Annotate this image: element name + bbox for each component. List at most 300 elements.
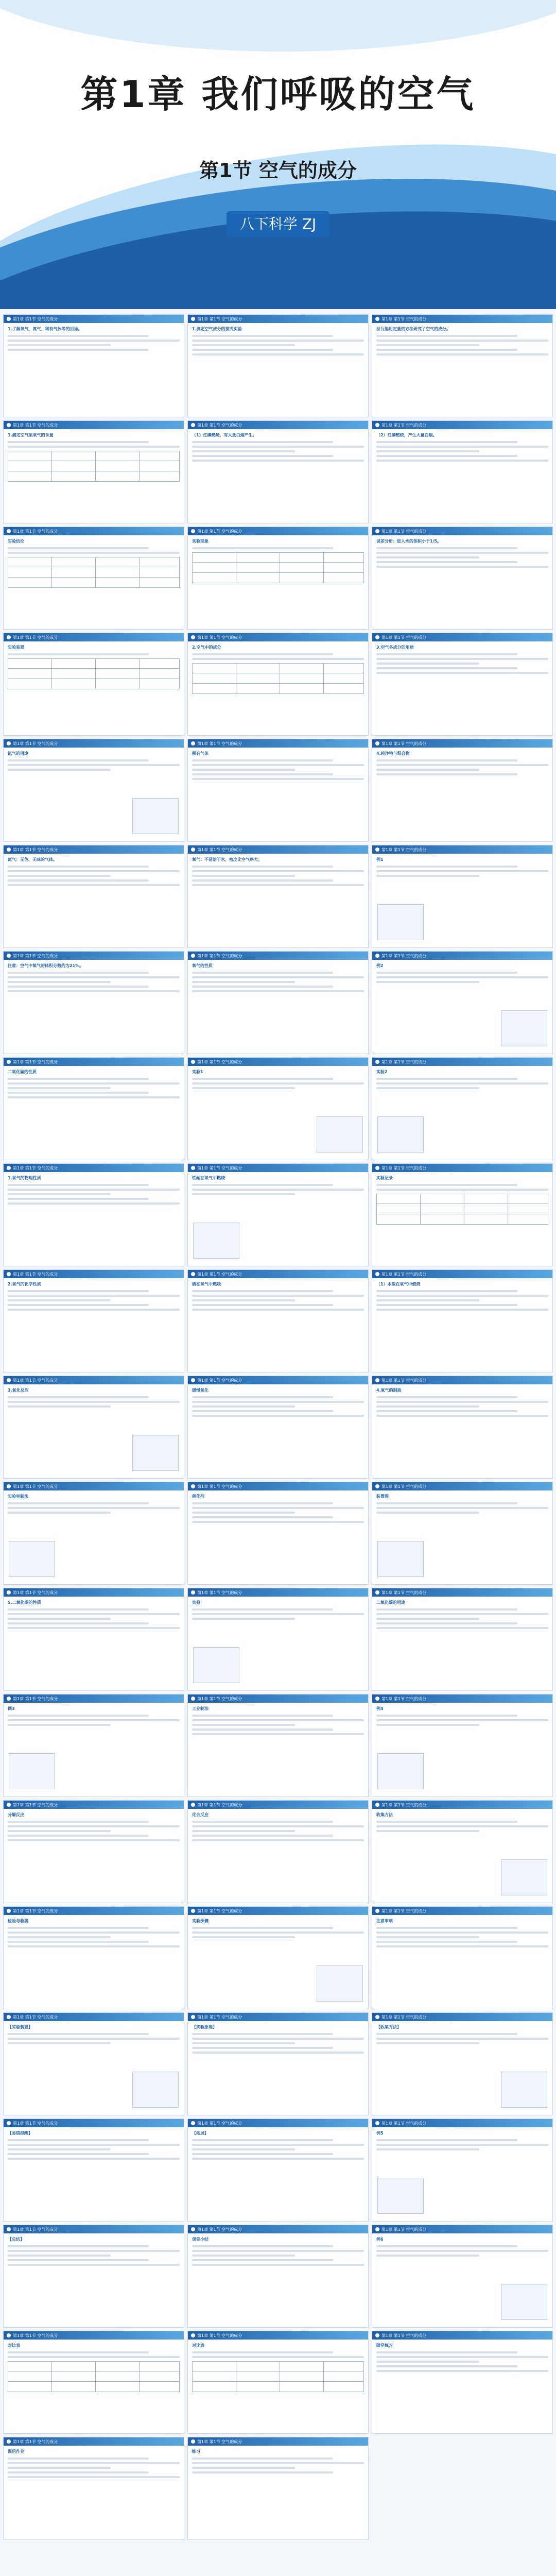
slide-body [372, 2127, 552, 2156]
slide-body [4, 1809, 184, 1847]
text-line-placeholder [192, 879, 333, 882]
slide-header-text: 第1章 第1节 空气的成分 [381, 1059, 427, 1064]
text-line-placeholder [376, 2356, 548, 2358]
text-line-placeholder [8, 349, 149, 351]
slide-body [4, 2233, 184, 2272]
text-line-placeholder [376, 1821, 517, 1823]
text-line-placeholder [8, 2462, 180, 2464]
text-line-placeholder [8, 1613, 180, 1615]
slide-thumbnail [187, 1800, 369, 1903]
text-line-placeholder [8, 764, 180, 766]
text-line-placeholder [192, 986, 333, 988]
header-dot-icon [191, 1909, 195, 1913]
slide-lead-text: 例2 [376, 963, 384, 968]
text-line-placeholder [376, 1927, 517, 1929]
text-line-placeholder [376, 2370, 548, 2372]
text-line-placeholder [376, 2148, 479, 2150]
text-line-placeholder [8, 1202, 180, 1205]
text-line-placeholder [8, 1193, 111, 1195]
text-line-placeholder [8, 2467, 111, 2469]
slide-body [4, 2127, 184, 2165]
text-line-placeholder [8, 884, 180, 886]
slide-lead-text: 1.测定空气里氧气的含量 [8, 433, 54, 437]
text-line-placeholder [8, 1719, 180, 1721]
slide-lead-text: 例4 [376, 1706, 384, 1711]
text-line-placeholder [8, 1198, 149, 1200]
text-line-placeholder [376, 1825, 548, 1827]
slide-thumbnail [3, 2225, 184, 2328]
slide-body [188, 1278, 368, 1316]
text-line-placeholder [376, 976, 548, 978]
text-line-placeholder [8, 875, 111, 877]
header-dot-icon [375, 317, 379, 321]
text-line-placeholder [8, 335, 149, 337]
slide-header-bar [4, 2331, 184, 2340]
slide-header-bar [372, 1588, 552, 1597]
slide-thumbnail [187, 2012, 369, 2115]
slide-thumbnail [187, 1163, 369, 1266]
text-line-placeholder [8, 1945, 180, 1947]
slide-header-text: 第1章 第1节 空气的成分 [381, 2333, 427, 2338]
text-line-placeholder [192, 2264, 364, 2266]
slide-thumbnail [3, 2437, 184, 2540]
slide-header-bar [372, 1801, 552, 1809]
cover-subtitle: 第1节 空气的成分 [199, 159, 357, 182]
text-line-placeholder [8, 653, 149, 655]
header-dot-icon [7, 2227, 11, 2231]
slide-lead-text: 3.空气各成分的用途 [376, 645, 414, 650]
slide-grid [3, 314, 553, 2540]
slide-header-bar [188, 633, 368, 641]
slide-header-bar [188, 2331, 368, 2340]
slide-body [372, 2233, 552, 2262]
slide-thumbnail [372, 1163, 553, 1266]
text-line-placeholder [192, 2255, 295, 2257]
text-line-placeholder [192, 1295, 364, 1297]
slide-lead-text: 实验室制法 [8, 1494, 28, 1499]
text-line-placeholder [376, 353, 548, 355]
slide-body [4, 1384, 184, 1413]
slide-lead-text: 例1 [376, 857, 384, 862]
slide-body [188, 2021, 368, 2059]
text-line-placeholder [376, 875, 479, 877]
text-line-placeholder [376, 1936, 479, 1938]
text-line-placeholder [8, 879, 149, 882]
text-line-placeholder [8, 1608, 149, 1611]
header-dot-icon [7, 317, 11, 321]
slide-lead-text: （2）红磷燃烧，产生大量白烟。 [376, 433, 437, 437]
slide-lead-text: 【拓展】 [192, 2131, 208, 2136]
header-dot-icon [7, 954, 11, 958]
text-line-placeholder [376, 1401, 548, 1403]
text-line-placeholder [192, 773, 333, 775]
text-line-placeholder [376, 2033, 517, 2035]
slide-body [188, 1066, 368, 1095]
slide-table [8, 2361, 180, 2392]
slide-body [188, 960, 368, 998]
slide-header-bar [188, 2437, 368, 2446]
slide-figure [377, 2178, 424, 2214]
slide-thumbnail [187, 1482, 369, 1585]
header-dot-icon [7, 2121, 11, 2125]
header-dot-icon [375, 423, 379, 427]
header-dot-icon [191, 848, 195, 852]
slide-lead-text: 缓慢氧化 [192, 1388, 208, 1393]
slide-lead-text: 2.氧气的化学性质 [8, 1282, 41, 1286]
text-line-placeholder [8, 866, 149, 868]
slide-lead-text: 误差分析：进入水的体积小于1/5。 [376, 539, 442, 544]
slide-header-text: 第1章 第1节 空气的成分 [381, 1484, 427, 1489]
slide-header-text: 第1章 第1节 空气的成分 [197, 316, 242, 321]
slide-thumbnail [187, 2331, 369, 2434]
slide-header-text: 第1章 第1节 空气的成分 [381, 2014, 427, 2020]
slide-body [4, 2340, 184, 2395]
slide-header-bar [188, 1270, 368, 1278]
slide-header-bar [4, 633, 184, 641]
slide-header-bar [372, 845, 552, 854]
header-dot-icon [375, 1272, 379, 1276]
text-line-placeholder [376, 1299, 479, 1301]
text-line-placeholder [192, 2467, 295, 2469]
text-line-placeholder [376, 1830, 479, 1832]
slide-header-bar [188, 1376, 368, 1384]
slide-body [4, 535, 184, 591]
slide-thumbnail [187, 1588, 369, 1691]
header-dot-icon [191, 317, 195, 321]
slide-body [4, 960, 184, 998]
cover-badge: 八下科学 ZJ [227, 211, 329, 237]
slide-header-text: 第1章 第1节 空气的成分 [381, 529, 427, 534]
slide-figure [317, 1116, 363, 1153]
slide-header-text: 第1章 第1节 空气的成分 [197, 1272, 242, 1277]
text-line-placeholder [376, 349, 517, 351]
slide-header-bar [372, 421, 552, 429]
text-line-placeholder [192, 446, 364, 448]
text-line-placeholder [192, 335, 333, 337]
text-line-placeholder [376, 2038, 548, 2040]
slide-body [188, 1809, 368, 1847]
text-line-placeholder [376, 552, 548, 554]
text-line-placeholder [8, 1401, 180, 1403]
text-line-placeholder [8, 2351, 149, 2353]
slide-lead-text: 铁丝在氧气中燃烧 [192, 1176, 225, 1180]
slide-header-text: 第1章 第1节 空气的成分 [13, 1696, 58, 1701]
text-line-placeholder [192, 1082, 364, 1084]
text-line-placeholder [376, 1309, 548, 1311]
slide-header-bar [188, 421, 368, 429]
slide-header-bar [4, 1801, 184, 1809]
slide-lead-text: 3.氧化反应 [8, 1388, 29, 1393]
text-line-placeholder [192, 547, 333, 549]
text-line-placeholder [8, 1290, 149, 1292]
text-line-placeholder [8, 2259, 149, 2261]
slide-header-bar [188, 1058, 368, 1066]
slide-thumbnail [3, 1482, 184, 1585]
slide-thumbnail [372, 739, 553, 842]
text-line-placeholder [192, 2038, 364, 2040]
slide-body [4, 1703, 184, 1732]
text-line-placeholder [192, 2153, 333, 2155]
slide-thumbnail [372, 2119, 553, 2222]
header-dot-icon [375, 2121, 379, 2125]
text-line-placeholder [376, 2250, 548, 2252]
slide-thumbnail [3, 1376, 184, 1479]
text-line-placeholder [192, 450, 295, 452]
text-line-placeholder [8, 1936, 111, 1938]
text-line-placeholder [8, 1295, 180, 1297]
slide-header-bar [372, 315, 552, 323]
slide-lead-text: 硫在氧气中燃烧 [192, 1282, 221, 1286]
slide-thumbnail [187, 2437, 369, 2540]
text-line-placeholder [192, 349, 333, 351]
text-line-placeholder [376, 1410, 517, 1412]
slide-header-bar [372, 1058, 552, 1066]
text-line-placeholder [192, 976, 364, 978]
slide-body [4, 748, 184, 776]
slide-header-bar [372, 1164, 552, 1172]
slide-thumbnail [3, 1906, 184, 2009]
slide-figure [501, 1010, 547, 1046]
slide-lead-text: 【实验原理】 [192, 2025, 217, 2029]
slide-thumbnail [187, 1057, 369, 1160]
header-dot-icon [7, 1378, 11, 1382]
slide-body [372, 1490, 552, 1519]
slide-body [4, 1278, 184, 1316]
header-dot-icon [375, 529, 379, 533]
slide-header-bar [4, 845, 184, 854]
header-dot-icon [375, 635, 379, 639]
text-line-placeholder [8, 2245, 149, 2247]
slide-lead-text: 氧气的性质 [192, 963, 213, 968]
slide-figure [377, 1753, 424, 1789]
header-dot-icon [191, 1590, 195, 1595]
header-dot-icon [191, 1166, 195, 1170]
slide-body [372, 1809, 552, 1838]
text-line-placeholder [376, 1304, 517, 1306]
text-line-placeholder [8, 1724, 111, 1726]
slide-thumbnail [372, 1588, 553, 1691]
text-line-placeholder [192, 1410, 333, 1412]
slide-thumbnail [3, 951, 184, 1054]
header-dot-icon [191, 423, 195, 427]
text-line-placeholder [376, 653, 517, 655]
slide-header-text: 第1章 第1节 空气的成分 [13, 1802, 58, 1807]
slide-figure [9, 1753, 55, 1789]
slide-lead-text: 1.氧气的物理性质 [8, 1176, 41, 1180]
slide-header-bar [188, 952, 368, 960]
text-line-placeholder [192, 1299, 295, 1301]
slide-thumbnail [372, 2012, 553, 2115]
slide-body [188, 1915, 368, 1944]
text-line-placeholder [8, 2264, 180, 2266]
text-line-placeholder [192, 990, 364, 992]
text-line-placeholder [8, 1096, 180, 1098]
slide-thumbnail [372, 314, 553, 417]
text-line-placeholder [376, 1295, 548, 1297]
slide-header-text: 第1章 第1节 空气的成分 [197, 1908, 242, 1913]
header-dot-icon [375, 741, 379, 745]
text-line-placeholder [8, 344, 111, 346]
text-line-placeholder [376, 870, 548, 872]
slide-thumbnail [3, 314, 184, 417]
text-line-placeholder [376, 1082, 548, 1084]
slide-header-bar [188, 1164, 368, 1172]
slide-header-bar [372, 2013, 552, 2021]
text-line-placeholder [376, 2365, 517, 2367]
text-line-placeholder [8, 759, 149, 761]
text-line-placeholder [192, 981, 295, 983]
text-line-placeholder [192, 1715, 333, 1717]
text-line-placeholder [192, 2139, 333, 2141]
header-dot-icon [7, 2333, 11, 2337]
text-line-placeholder [192, 1927, 333, 1929]
slide-header-bar [4, 421, 184, 429]
slide-body [372, 1597, 552, 1635]
header-dot-icon [7, 1484, 11, 1488]
text-line-placeholder [8, 1941, 149, 1943]
slide-body [188, 2340, 368, 2395]
slide-header-bar [372, 2119, 552, 2127]
text-line-placeholder [8, 1821, 149, 1823]
text-line-placeholder [192, 1719, 364, 1721]
slide-header-text: 第1章 第1节 空气的成分 [13, 316, 58, 321]
text-line-placeholder [192, 2033, 333, 2035]
slide-header-bar [188, 739, 368, 748]
text-line-placeholder [192, 1401, 364, 1403]
text-line-placeholder [192, 2052, 364, 2054]
text-line-placeholder [376, 1502, 517, 1504]
slide-header-text: 第1章 第1节 空气的成分 [381, 2227, 427, 2232]
slide-lead-text: 装置图 [376, 1494, 389, 1499]
slide-header-bar [4, 1482, 184, 1490]
slide-table [192, 2361, 364, 2392]
slide-body [188, 535, 368, 586]
slide-body [4, 2446, 184, 2484]
slide-thumbnail [3, 1057, 184, 1160]
slide-header-bar [4, 1164, 184, 1172]
slide-header-text: 第1章 第1节 空气的成分 [13, 741, 58, 746]
text-line-placeholder [376, 561, 517, 563]
slide-header-text: 第1章 第1节 空气的成分 [197, 635, 242, 640]
text-line-placeholder [376, 1719, 548, 1721]
slide-header-bar [4, 1058, 184, 1066]
text-line-placeholder [192, 2158, 364, 2160]
text-line-placeholder [192, 353, 364, 355]
header-dot-icon [375, 1060, 379, 1064]
header-dot-icon [375, 1166, 379, 1170]
slide-header-text: 第1章 第1节 空气的成分 [13, 2121, 58, 2126]
slide-header-text: 第1章 第1节 空气的成分 [381, 2121, 427, 2126]
slide-header-bar [4, 2437, 184, 2446]
text-line-placeholder [8, 2038, 180, 2040]
slide-lead-text: 例5 [376, 2131, 384, 2136]
header-dot-icon [191, 741, 195, 745]
slide-thumbnail [3, 739, 184, 842]
slide-body [4, 1066, 184, 1104]
header-dot-icon [191, 1697, 195, 1701]
text-line-placeholder [376, 1622, 517, 1624]
text-line-placeholder [192, 1309, 364, 1311]
text-line-placeholder [192, 1512, 295, 1514]
text-line-placeholder [8, 1715, 149, 1717]
text-line-placeholder [8, 1507, 180, 1509]
slide-header-bar [372, 2225, 552, 2233]
slide-body [4, 1915, 184, 1953]
header-dot-icon [191, 1272, 195, 1276]
text-line-placeholder [376, 1184, 517, 1186]
slide-lead-text: 稀有气体 [192, 751, 208, 756]
slide-body [372, 1384, 552, 1422]
slide-figure [193, 1647, 239, 1683]
slide-thumbnail [372, 420, 553, 523]
slide-header-text: 第1章 第1节 空气的成分 [13, 953, 58, 958]
slide-header-bar [188, 1907, 368, 1915]
text-line-placeholder [192, 2144, 364, 2146]
text-line-placeholder [192, 2471, 333, 2473]
slide-lead-text: 4.纯净物与混合物 [376, 751, 410, 756]
slide-thumbnail [372, 1376, 553, 1479]
slide-thumbnail [187, 739, 369, 842]
slide-body [188, 2127, 368, 2165]
text-line-placeholder [8, 1618, 111, 1620]
text-line-placeholder [192, 769, 295, 771]
text-line-placeholder [376, 441, 517, 443]
slide-body [372, 535, 552, 573]
slide-header-text: 第1章 第1节 空气的成分 [197, 741, 242, 746]
slide-header-bar [188, 1801, 368, 1809]
slide-lead-text: 课后作业 [8, 2449, 24, 2454]
text-line-placeholder [192, 1193, 295, 1195]
slide-thumbnail [3, 527, 184, 630]
slide-body [188, 1597, 368, 1625]
text-line-placeholder [192, 344, 295, 346]
slide-header-text: 第1章 第1节 空气的成分 [13, 1378, 58, 1383]
text-line-placeholder [8, 2476, 180, 2478]
text-line-placeholder [8, 870, 180, 872]
slide-header-bar [372, 952, 552, 960]
slide-table [376, 1194, 548, 1225]
slide-header-bar [4, 1907, 184, 1915]
header-dot-icon [191, 1060, 195, 1064]
slide-lead-text: 氮气：无色、无味的气体。 [8, 857, 57, 862]
slide-header-bar [372, 1376, 552, 1384]
slide-header-bar [188, 2225, 368, 2233]
slide-thumbnail [3, 2012, 184, 2115]
header-dot-icon [7, 1166, 11, 1170]
slide-lead-text: 化合反应 [192, 1812, 208, 1817]
slide-header-text: 第1章 第1节 空气的成分 [13, 635, 58, 640]
slide-header-bar [372, 527, 552, 535]
slide-thumbnail [187, 951, 369, 1054]
slide-lead-text: （1）木炭在氧气中燃烧 [376, 1282, 421, 1286]
text-line-placeholder [8, 1405, 111, 1408]
slide-thumbnail [187, 420, 369, 523]
slide-figure [9, 1541, 55, 1577]
text-line-placeholder [376, 759, 517, 761]
header-dot-icon [191, 635, 195, 639]
text-line-placeholder [376, 1087, 479, 1089]
slide-body [372, 1915, 552, 1953]
text-line-placeholder [376, 972, 517, 974]
slide-header-text: 第1章 第1节 空气的成分 [13, 1059, 58, 1064]
header-dot-icon [191, 2439, 195, 2444]
slide-lead-text: 工业制法 [192, 1706, 208, 1711]
text-line-placeholder [192, 2042, 295, 2044]
text-line-placeholder [8, 1082, 180, 1084]
header-dot-icon [7, 1697, 11, 1701]
slide-lead-text: 氮气的用途 [8, 751, 28, 756]
slide-lead-text: 【易错提醒】 [8, 2131, 32, 2136]
